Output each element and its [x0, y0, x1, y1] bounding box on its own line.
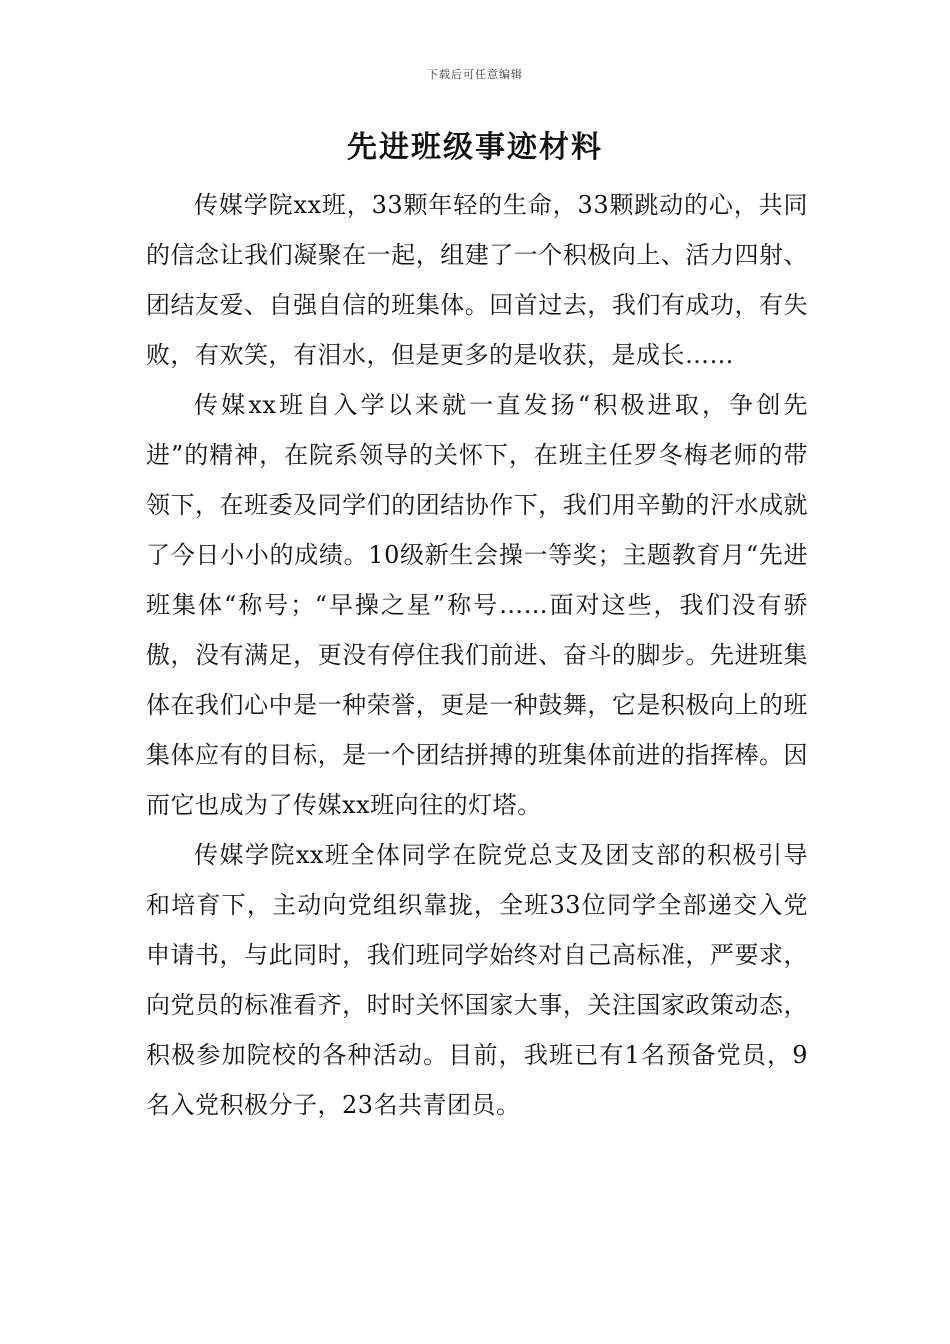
paragraph-3: 传媒学院xx班全体同学在院党总支及团支部的积极引导和培育下，主动向党组织靠拢，全班33位同学全部递交入党申请书，与此同时，我们班同学始终对自己高标准，严要求，向党员的标准看齐，时时关怀国家大事，关注国家政策动态，积极参加院校的各种活动。目前，我班已有1名预备党员，9名入党积极分子，23名共青团员。 — [146, 841, 808, 1119]
paragraph-1: 传媒学院xx班，33颗年轻的生命，33颗跳动的心，共同的信念让我们凝聚在一起，组建了一个积极向上、活力四射、团结友爱、自强自信的班集体。回首过去，我们有成功，有失败，有欢笑，有泪水，但是更多的是收获，是成长…… — [146, 191, 808, 369]
document-title: 先进班级事迹材料 — [347, 130, 603, 165]
document-body — [146, 180, 808, 1130]
header-note: 下载后可任意编辑 — [427, 68, 523, 81]
paragraph-2: 传媒xx班自入学以来就一直发扬“积极进取，争创先进”的精神，在院系领导的关怀下，在班主任罗冬梅老师的带领下，在班委及同学们的团结协作下，我们用辛勤的汗水成就了今日小小的成绩。10级新生会操一等奖；主题教育月“先进班集体“称号；“早操之星”称号……面对这些，我们没有骄傲，没有满足，更没有停住我们前进、奋斗的脚步。先进班集体在我们心中是一种荣誉，更是一种鼓舞，它是积极向上的班集体应有的目标，是一个团结拼搏的班集体前进的指挥棒。因而它也成为了传媒xx班向往的灯塔。 — [146, 391, 808, 819]
